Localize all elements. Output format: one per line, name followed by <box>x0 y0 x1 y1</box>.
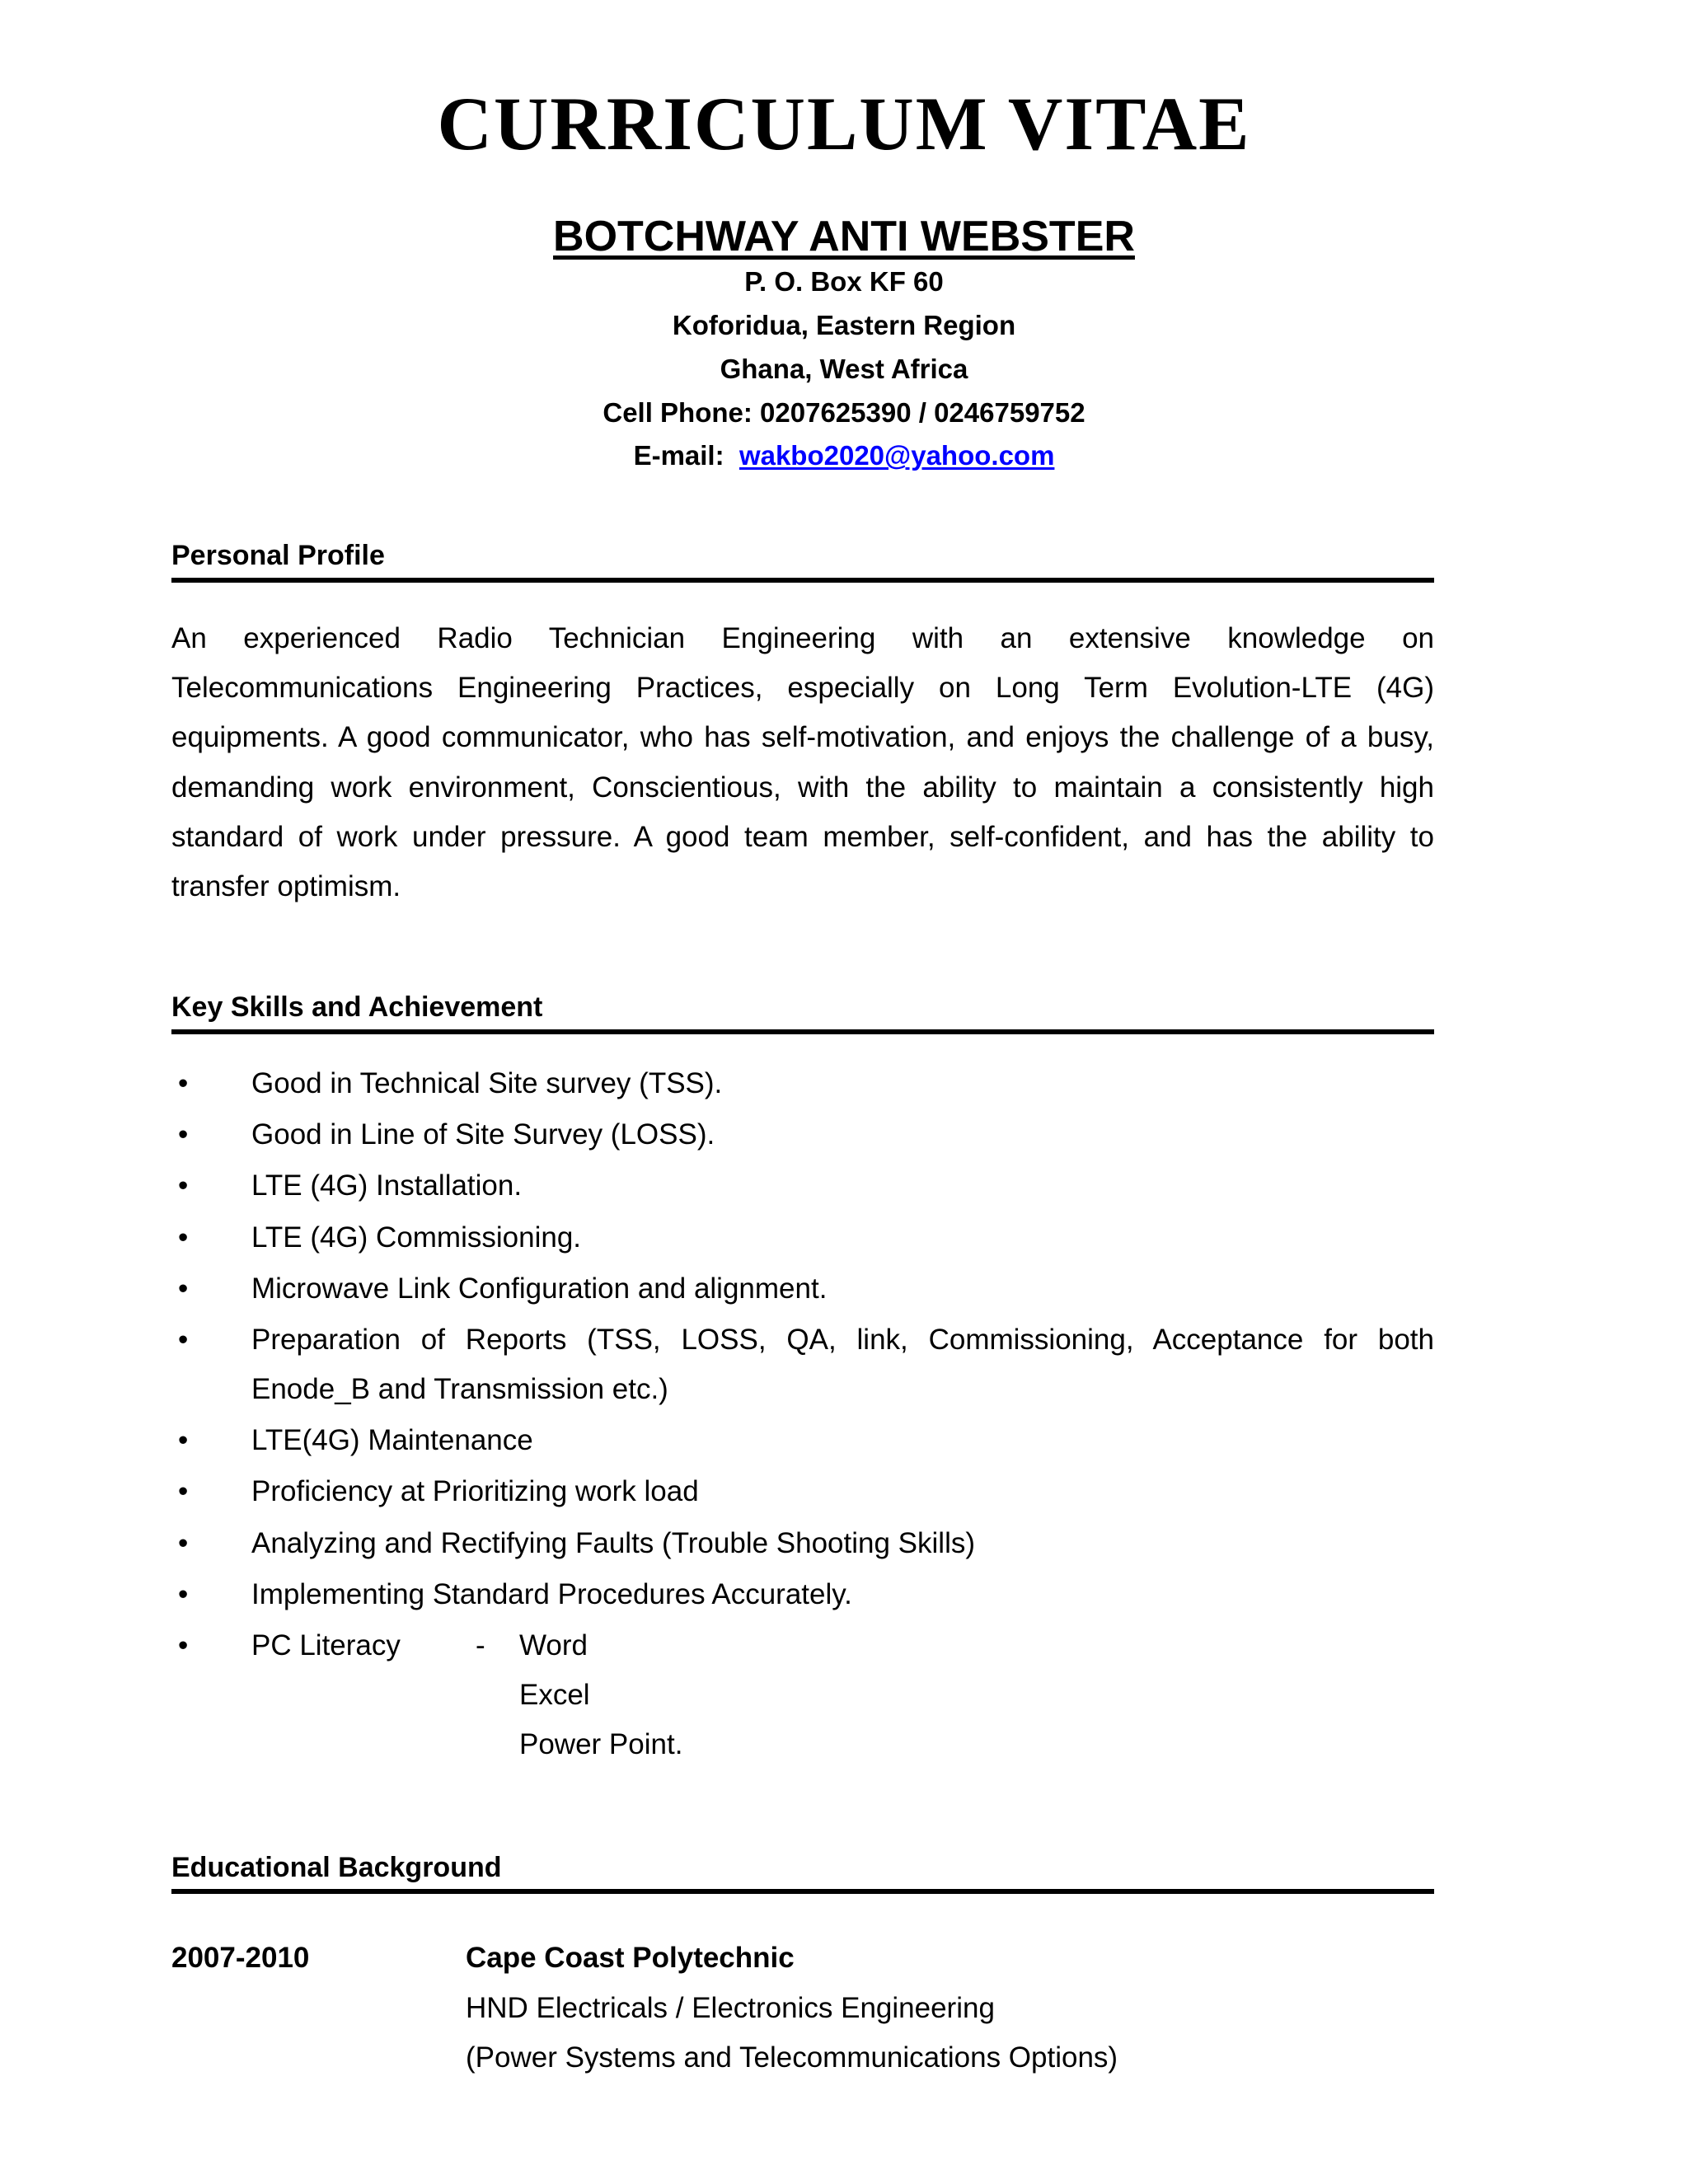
list-item <box>171 1213 1434 1263</box>
pc-literacy-app-word: Word <box>519 1629 588 1661</box>
spacer <box>0 478 1688 539</box>
list-item <box>171 1315 1434 1414</box>
list-item <box>171 1570 1434 1619</box>
list-item-label: Preparation of Reports (TSS, LOSS, QA, link, Commissioning, Acceptance for both Enode_B and Transmission etc.) <box>251 1323 1434 1406</box>
list-item-label: Implementing Standard Procedures Accurately. <box>251 1577 852 1610</box>
list-item-label: Microwave Link Configuration and alignment. <box>251 1272 828 1305</box>
section-personal-profile <box>171 539 1434 912</box>
education-entry <box>171 1894 1434 2083</box>
page-title: CURRICULUM VITAE <box>437 82 1251 166</box>
list-item <box>171 1416 1434 1465</box>
education-entry-primary <box>171 1933 1434 1983</box>
list-item-label: Proficiency at Prioritizing work load <box>251 1475 699 1508</box>
key-skills-heading: Key Skills and Achievement <box>171 991 1434 1034</box>
bullet-icon: • <box>178 1066 189 1099</box>
bullet-icon: • <box>178 1577 189 1610</box>
bullet-icon: • <box>178 1526 189 1559</box>
education-options: (Power Systems and Telecommunications Options) <box>466 2041 1118 2074</box>
contact-block <box>0 213 1688 478</box>
contact-po-box: P. O. Box KF 60 <box>744 266 944 298</box>
list-item-label: LTE(4G) Maintenance <box>251 1424 533 1457</box>
list-item-label: Good in Line of Site Survey (LOSS). <box>251 1118 715 1151</box>
list-item-label: Good in Technical Site survey (TSS). <box>251 1066 723 1099</box>
list-item <box>171 1467 1434 1516</box>
section-key-skills <box>171 991 1434 1769</box>
pc-literacy-app-excel: Excel <box>519 1679 590 1712</box>
email-label: E-mail: <box>633 440 724 471</box>
spacer <box>0 912 1688 991</box>
education-school: Cape Coast Polytechnic <box>466 1942 795 1975</box>
candidate-name: BOTCHWAY ANTI WEBSTER <box>553 213 1135 260</box>
email-link[interactable]: wakbo2020@yahoo.com <box>738 440 1055 471</box>
bullet-icon: • <box>178 1475 189 1508</box>
pc-literacy-app-powerpoint: Power Point. <box>519 1728 683 1761</box>
education-years: 2007-2010 <box>171 1942 310 1975</box>
contact-country: Ghana, West Africa <box>720 353 968 384</box>
list-item <box>171 1519 1434 1568</box>
list-item <box>171 1110 1434 1160</box>
pc-literacy-label: PC Literacy <box>251 1629 401 1661</box>
pc-literacy-dash: - <box>476 1629 485 1661</box>
list-item-label: LTE (4G) Installation. <box>251 1169 523 1202</box>
list-item-label: LTE (4G) Commissioning. <box>251 1221 582 1254</box>
bullet-icon: • <box>178 1118 189 1151</box>
pc-literacy-row <box>251 1621 1434 1671</box>
section-educational-background <box>171 1851 1434 2083</box>
list-item <box>171 1161 1434 1211</box>
spacer <box>0 1772 1688 1851</box>
educational-background-heading: Educational Background <box>171 1851 1434 1895</box>
contact-phone: Cell Phone: 0207625390 / 0246759752 <box>603 396 1085 428</box>
contact-email-row <box>0 434 1688 478</box>
bullet-icon: • <box>178 1629 189 1661</box>
bullet-icon: • <box>178 1272 189 1305</box>
bullet-icon: • <box>178 1323 189 1356</box>
bullet-icon: • <box>178 1424 189 1457</box>
contact-city-region: Koforidua, Eastern Region <box>672 310 1016 341</box>
list-item-label: Analyzing and Rectifying Faults (Trouble Shooting Skills) <box>251 1526 976 1559</box>
list-item-pc-literacy <box>171 1621 1434 1770</box>
bullet-icon: • <box>178 1169 189 1202</box>
education-qualification: HND Electricals / Electronics Engineering <box>466 1991 995 2024</box>
list-item <box>171 1059 1434 1108</box>
personal-profile-heading: Personal Profile <box>171 539 1434 583</box>
personal-profile-body: An experienced Radio Technician Engineering with an extensive knowledge on Telecommunications Engineering Practices, especially on Long Term Evolution-LTE (4G) equipments. A good communicator, who has self-motivation, and enjoys the challenge of a busy, demanding work environment, Conscientious, with the ability to maintain a consistently high standard of work under pressure. A good team member, self-confident, and has the ability to transfer optimism. <box>171 622 1434 902</box>
list-item <box>171 1264 1434 1314</box>
bullet-icon: • <box>178 1221 189 1254</box>
key-skills-list <box>171 1034 1434 1770</box>
candidate-name-wrap <box>0 213 1688 260</box>
